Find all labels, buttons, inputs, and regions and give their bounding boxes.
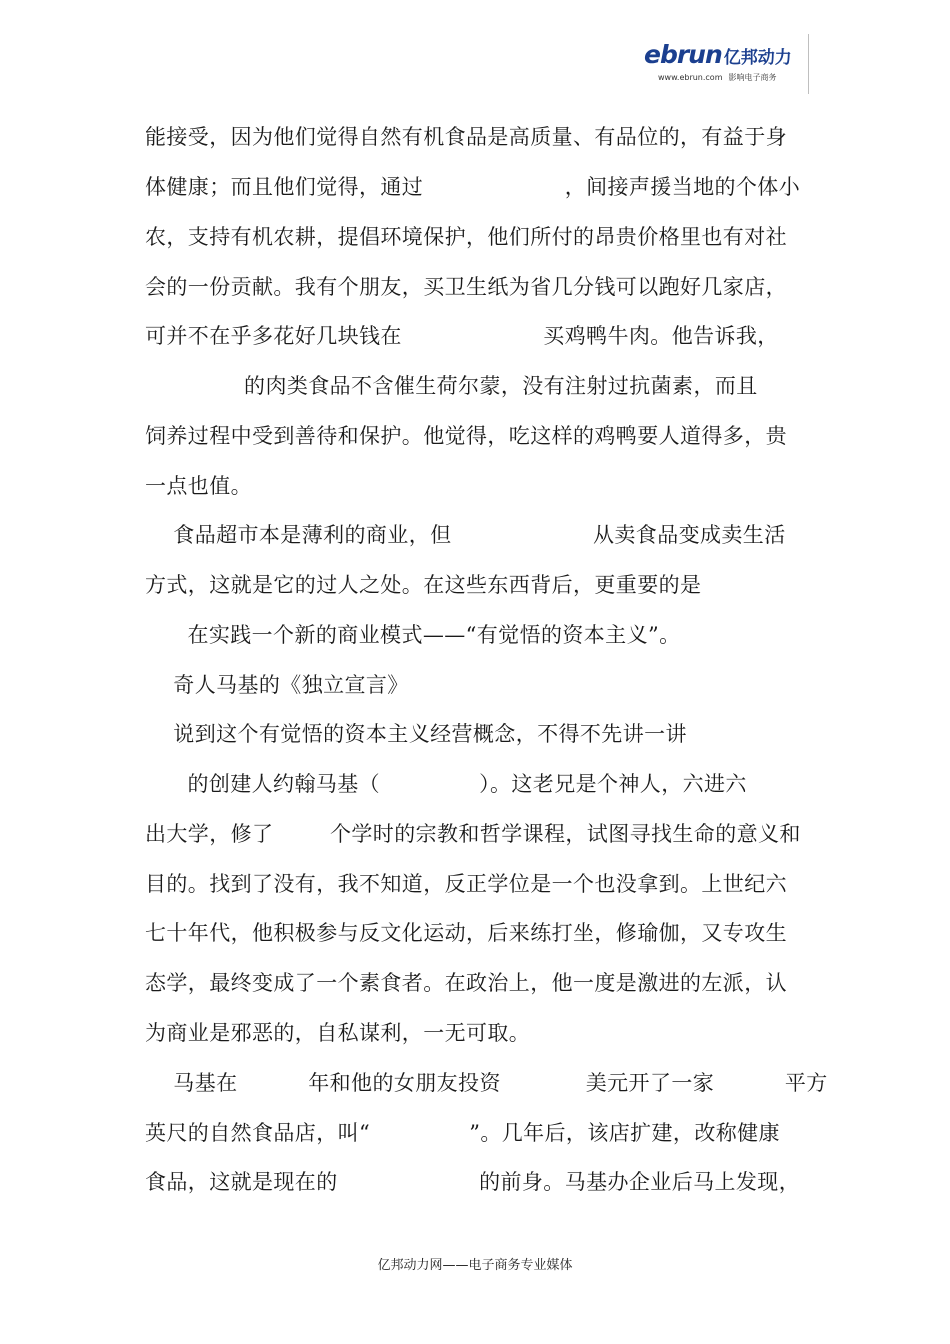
body-line: 在实践一个新的商业模式——“有觉悟的资本主义”。 (145, 623, 681, 647)
page-footer: 亿邦动力网——电子商务专业媒体 (377, 1258, 573, 1273)
body-line: 农，支持有机农耕，提倡环境保护，他们所付的昂贵价格里也有对社 (145, 225, 787, 249)
logo-tagline: 影响电子商务 (728, 73, 777, 82)
body-line: 会的一份贡献。我有个朋友，买卫生纸为省几分钱可以跑好几家店， (145, 275, 787, 299)
body-line: 英尺的自然食品店，叫“ ”。几年后，该店扩建，改称健康 (145, 1121, 780, 1145)
ebrun-logo (638, 34, 809, 94)
body-line: 的肉类食品不含催生荷尔蒙，没有注射过抗菌素，而且 (145, 374, 758, 398)
logo-url: www.ebrun.com (658, 73, 723, 82)
body-line: 为商业是邪恶的，自私谋利，一无可取。 (145, 1021, 531, 1045)
body-line: 的创建人约翰马基（ ）。这老兄是个神人，六进六 (145, 772, 747, 796)
body-line: 马基在 年和他的女朋友投资 美元开了一家 平方 (145, 1071, 828, 1095)
body-line: 一点也值。 (145, 474, 252, 498)
logo-chinese-text: 亿邦动力 (723, 48, 792, 68)
body-line: 能接受，因为他们觉得自然有机食品是高质量、有品位的，有益于身 (145, 125, 787, 149)
body-line: 可并不在乎多花好几块钱在 买鸡鸭牛肉。他告诉我， (145, 324, 779, 348)
body-line: 食品超市本是薄利的商业，但 从卖食品变成卖生活 (145, 523, 786, 547)
body-line: 饲养过程中受到善待和保护。他觉得，吃这样的鸡鸭要人道得多，贵 (145, 424, 787, 448)
body-line: 体健康；而且他们觉得，通过 ，间接声援当地的个体小 (145, 175, 801, 199)
logo-ebrun-text: ebrun (644, 40, 722, 69)
body-line: 出大学，修了 个学时的宗教和哲学课程，试图寻找生命的意义和 (145, 822, 801, 846)
section-heading: 奇人马基的《独立宣言》 (145, 673, 409, 697)
body-line: 目的。找到了没有，我不知道，反正学位是一个也没拿到。上世纪六 (145, 872, 787, 896)
body-line: 态学，最终变成了一个素食者。在政治上，他一度是激进的左派，认 (145, 971, 787, 995)
logo-subline (658, 72, 777, 83)
logo-wordmark (644, 42, 792, 67)
body-line: 七十年代，他积极参与反文化运动，后来练打坐，修瑜伽，又专攻生 (145, 921, 787, 945)
body-line: 方式，这就是它的过人之处。在这些东西背后，更重要的是 (145, 573, 702, 597)
body-line: 食品，这就是现在的 的前身。马基办企业后马上发现， (145, 1170, 801, 1194)
body-line: 说到这个有觉悟的资本主义经营概念，不得不先讲一讲 (145, 722, 687, 746)
